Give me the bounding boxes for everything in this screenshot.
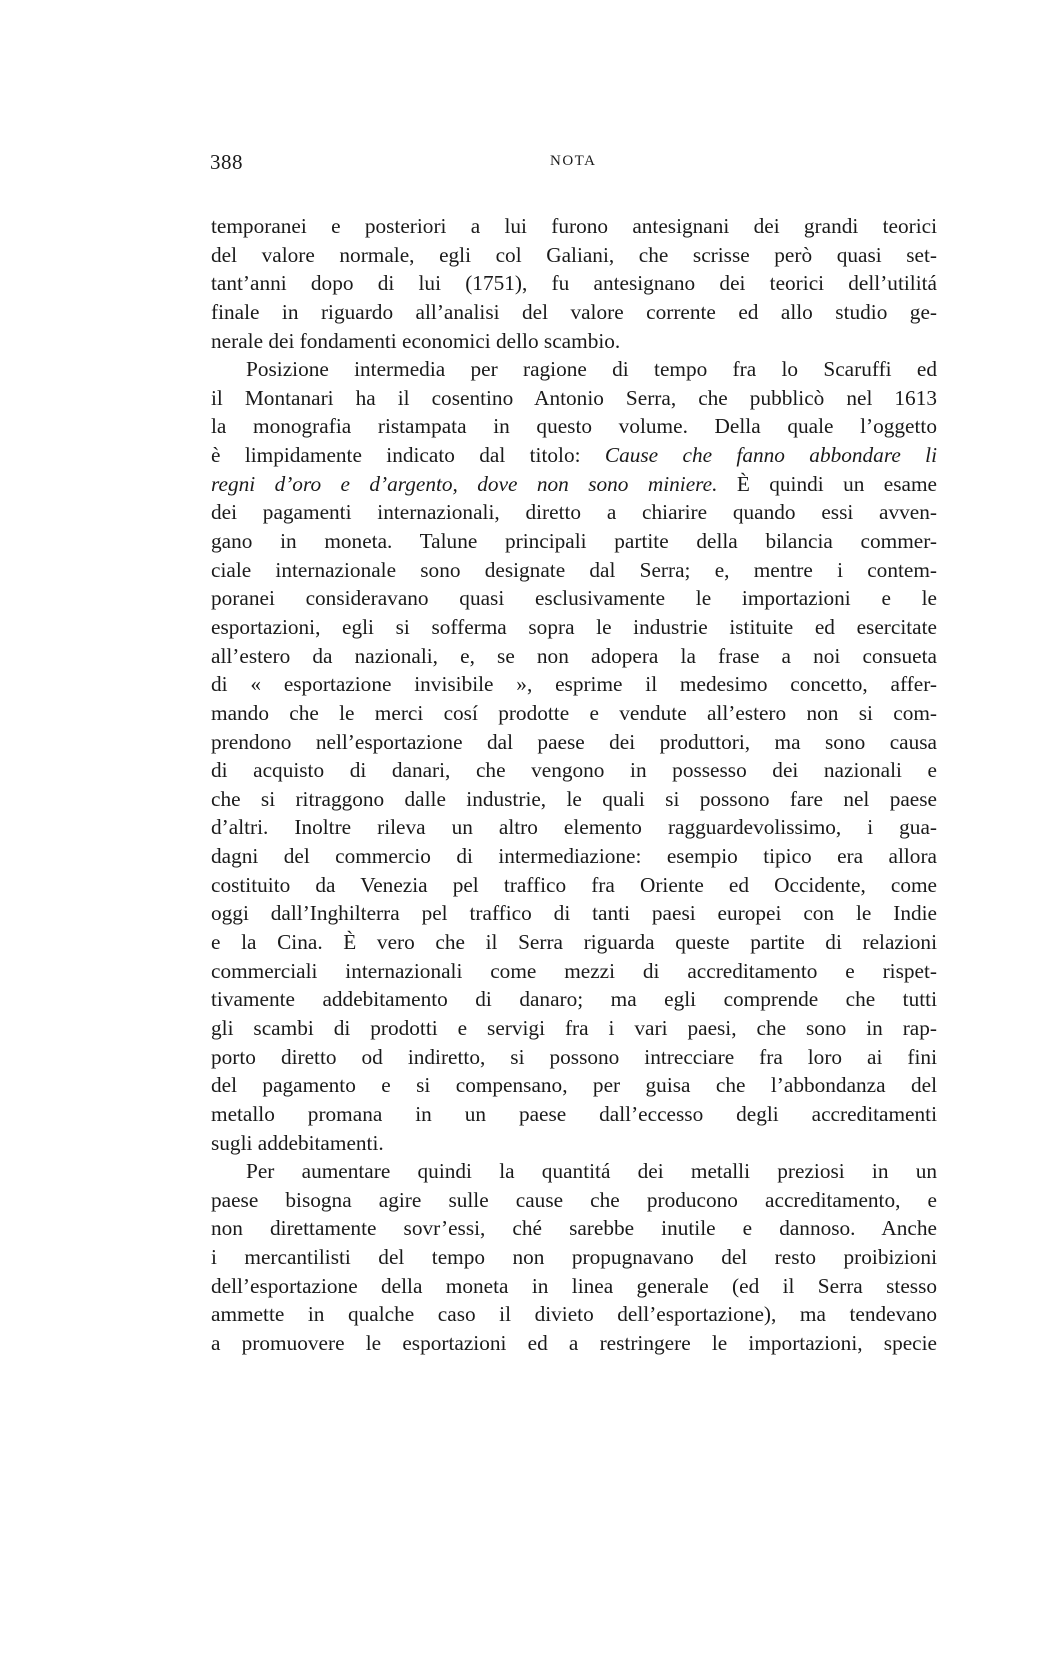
paragraph-3 xyxy=(211,1157,937,1357)
text-line: dagni del commercio di intermediazione: esempio tipico era allora xyxy=(211,844,937,869)
text-line: Posizione intermedia per ragione di tempo fra lo Scaruffi ed xyxy=(246,357,937,382)
text-line: porto diretto od indiretto, si possono intrecciare fra loro ai fini xyxy=(211,1044,937,1069)
text-line: paese bisogna agire sulle cause che producono accreditamento, e xyxy=(211,1187,937,1212)
text-line: finale in riguardo all’analisi del valore corrente ed allo studio ge- xyxy=(211,299,937,324)
text-line: poranei consideravano quasi esclusivamente le importazioni e le xyxy=(211,586,937,611)
text-line: gano in moneta. Talune principali partite della bilancia commer- xyxy=(211,529,937,554)
text-line: non direttamente sovr’essi, ché sarebbe inutile e dannoso. Anche xyxy=(211,1216,937,1241)
text-line: Per aumentare quindi la quantitá dei metalli preziosi in un xyxy=(246,1159,937,1184)
work-title-italic: Cause che fanno abbondare li xyxy=(604,443,937,468)
text-line: a promuovere le esportazioni ed a restringere le importazioni, specie xyxy=(211,1330,937,1355)
paragraph-1 xyxy=(211,212,937,355)
text-line: i mercantilisti del tempo non propugnavano del resto proibizioni xyxy=(211,1245,937,1270)
work-title-italic: regni d’oro e d’argento, dove non sono miniere. xyxy=(211,471,718,496)
text-line: metallo promana in un paese dall’eccesso degli accreditamenti xyxy=(211,1101,937,1126)
text-line: nerale dei fondamenti economici dello scambio. xyxy=(211,328,621,353)
text-line: che si ritraggono dalle industrie, le quali si possono fare nel paese xyxy=(211,786,937,811)
text-line: gli scambi di prodotti e servigi fra i vari paesi, che sono in rap- xyxy=(211,1015,937,1040)
text-line-with-title xyxy=(211,470,937,499)
text-line: tant’anni dopo di lui (1751), fu antesignano dei teorici dell’utilitá xyxy=(211,271,937,296)
text-line: del valore normale, egli col Galiani, che scrisse però quasi set- xyxy=(211,242,937,267)
text-line: del pagamento e si compensano, per guisa che l’abbondanza del xyxy=(211,1073,937,1098)
paragraph-2 xyxy=(211,355,937,1157)
line-text: è limpidamente indicato dal titolo: xyxy=(211,443,605,468)
text-line: la monografia ristampata in questo volume. Della quale l’oggetto xyxy=(211,414,937,439)
text-line: commerciali internazionali come mezzi di accreditamento e rispet- xyxy=(211,958,937,983)
text-line: oggi dall’Inghilterra pel traffico di tanti paesi europei con le Indie xyxy=(211,901,937,926)
text-line: esportazioni, egli si sofferma sopra le industrie istituite ed esercitate xyxy=(211,614,937,639)
text-line: d’altri. Inoltre rileva un altro elemento ragguardevolissimo, i gua- xyxy=(211,815,937,840)
text-line: ammette in qualche caso il divieto dell’esportazione), ma tendevano xyxy=(211,1302,937,1327)
text-line: ciale internazionale sono designate dal Serra; e, mentre i contem- xyxy=(211,557,937,582)
text-line: temporanei e posteriori a lui furono antesignani dei grandi teorici xyxy=(211,214,937,238)
text-line: il Montanari ha il cosentino Antonio Serra, che pubblicò nel 1613 xyxy=(211,385,937,410)
body-text xyxy=(211,212,937,1358)
running-head: NOTA xyxy=(550,153,597,169)
text-line-with-title xyxy=(211,441,937,470)
text-line: di « esportazione invisibile », esprime il medesimo concetto, affer- xyxy=(211,672,937,697)
text-line: prendono nell’esportazione dal paese dei produttori, ma sono causa xyxy=(211,729,937,754)
page-header xyxy=(210,150,930,180)
text-line: all’estero da nazionali, e, se non adopera la frase a noi consueta xyxy=(211,643,937,668)
text-line: mando che le merci cosí prodotte e vendute all’estero non si com- xyxy=(211,700,937,725)
text-line: dell’esportazione della moneta in linea generale (ed il Serra stesso xyxy=(211,1273,937,1298)
line-text: È quindi un esame xyxy=(717,471,937,496)
text-line: tivamente addebitamento di danaro; ma egli comprende che tutti xyxy=(211,987,937,1012)
text-line: di acquisto di danari, che vengono in possesso dei nazionali e xyxy=(211,758,937,783)
text-line: dei pagamenti internazionali, diretto a chiarire quando essi avven- xyxy=(211,500,937,525)
text-line: e la Cina. È vero che il Serra riguarda queste partite di relazioni xyxy=(211,930,937,955)
text-line: costituito da Venezia pel traffico fra Oriente ed Occidente, come xyxy=(211,872,937,897)
text-line: sugli addebitamenti. xyxy=(211,1130,384,1155)
page-number: 388 xyxy=(210,150,243,174)
